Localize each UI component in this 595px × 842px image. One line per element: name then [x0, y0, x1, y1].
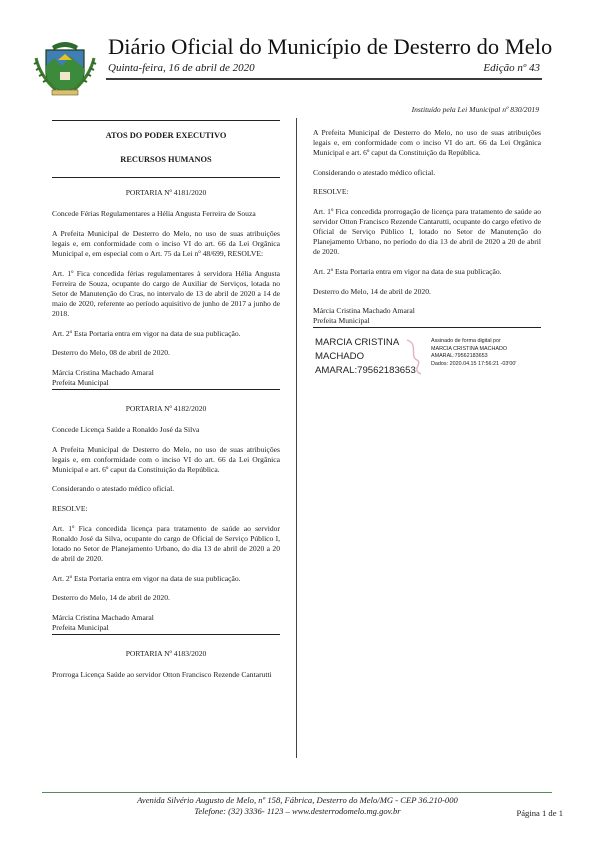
- publication-date: Quinta-feira, 16 de abril de 2020: [108, 62, 255, 74]
- portaria-4181-art2: Art. 2º Esta Portaria entra em vigor na data de sua publicação.: [52, 328, 241, 338]
- digital-signature-block: [313, 336, 541, 378]
- signer-role: Prefeita Municipal: [313, 316, 541, 328]
- portaria-4181-number: PORTARIA Nº 4181/2020: [125, 188, 207, 198]
- signature-stroke-icon: [399, 336, 433, 376]
- digital-signature-details: [431, 338, 571, 368]
- gazette-title: Diário Oficial do Município de Desterro do Melo: [108, 34, 553, 59]
- portaria-4182-art2: Art. 2º Esta Portaria entra em vigor na data de sua publicação.: [52, 573, 241, 583]
- portaria-4181-signature: [52, 368, 280, 390]
- portaria-4182-art1: Art. 1º Fica concedida licença para tratamento de saúde ao servidor Ronaldo José da Silva, ocupante do cargo de Oficial de Serviço Público I, lotado no Setor de Planejamento Urbano, do dia 13 de abril de 2020 a 20 de abril de 2020.: [52, 523, 280, 563]
- portaria-4183-preamble: A Prefeita Municipal de Desterro do Melo, no uso de suas atribuições legais e, em conformidade com o inciso VI do art. 66 da Lei Orgânica Municipal e art. 6º caput da Constituição da República.: [313, 128, 541, 158]
- signature-info-line: AMARAL:79562183653: [431, 353, 488, 360]
- signature-name-line: MACHADO: [315, 350, 365, 362]
- portaria-4181-art1: Art. 1º Fica concedida férias regulamentares à servidora Hélia Angusta Ferreira de Souza, ocupante do cargo de Auxiliar de Serviços, lotada no Setor de Manutenção do Cras, no intervalo de 13 de abril de 2020 a 14 de maio de 2020, referente ao período aquisitivo de junho de 2017 a junho de 2018.: [52, 268, 280, 319]
- signer-role: Prefeita Municipal: [52, 378, 280, 390]
- left-column: [52, 120, 280, 690]
- portaria-4183-place-date: Desterro do Melo, 14 de abril de 2020.: [313, 286, 431, 296]
- portaria-4182-summary: Concede Licença Saúde a Ronaldo José da Silva: [52, 425, 200, 435]
- section-rule: [52, 177, 280, 178]
- portaria-4183-considering: Considerando o atestado médico oficial.: [313, 167, 436, 177]
- portaria-4182-signature: [52, 613, 280, 635]
- portaria-4182-number: PORTARIA Nº 4182/2020: [125, 404, 207, 413]
- section-rule-top: [52, 120, 280, 121]
- column-divider: [296, 118, 297, 758]
- signature-info-line: Dados: 2020.04.15 17:56:21 -03'00': [431, 360, 517, 367]
- portaria-4183-summary: Prorroga Licença Saúde ao servidor Otton Francisco Rezende Cantarutti: [52, 670, 272, 679]
- municipal-coat-of-arms-icon: [32, 36, 98, 98]
- signature-info-line: Assinado de forma digital por: [431, 338, 501, 345]
- section-title: ATOS DO PODER EXECUTIVO: [105, 131, 227, 140]
- portaria-4183-signature: [313, 306, 541, 328]
- portaria-4181-preamble: A Prefeita Municipal de Desterro do Melo, no uso de suas atribuições legais e, em conformidade com o inciso VI do art. 66 da Lei Orgânica Municipal e, em especial com o Art. 75 da Lei nº 48/699, RESOLVE:: [52, 228, 280, 259]
- portaria-4181-summary: Concede Férias Regulamentares a Hélia Angusta Ferreira de Souza: [52, 209, 256, 219]
- portaria-4183-resolve: RESOLVE:: [313, 187, 349, 197]
- footer-address: Avenida Silvério Augusto de Melo, nº 158, Fábrica, Desterro do Melo/MG - CEP 36.210-000: [137, 795, 458, 805]
- portaria-4183-art2: Art. 2º Esta Portaria entra em vigor na data de sua publicação.: [313, 266, 502, 276]
- footer-contact: Telefone: (32) 3336- 1123 – www.desterrodomelo.mg.gov.br: [194, 806, 401, 816]
- signer-name: Márcia Cristina Machado Amaral: [52, 367, 154, 377]
- portaria-4182-preamble: A Prefeita Municipal de Desterro do Melo, no uso de suas atribuições legais e, em conformidade com o inciso VI do art. 66 da Lei Orgânica Municipal e art. 6º caput da Constituição da República.: [52, 444, 280, 474]
- page-number: Página 1 de 1: [516, 808, 563, 818]
- footer-divider: [42, 792, 552, 793]
- portaria-4183-art1: Art. 1º Fica concedida prorrogação de licença para tratamento de saúde ao servidor Otton Francisco Rezende Cantarutti, ocupante do cargo efetivo de Oficial de Serviço Público I, lotado no Setor de Manutenção do Planejamento Urbano, no período do dia 13 de abril de 2020 a 20 de abril de 2020.: [313, 206, 541, 257]
- header-divider: [106, 78, 542, 80]
- signer-name: Márcia Cristina Machado Amaral: [313, 306, 415, 316]
- portaria-4181-place-date: Desterro do Melo, 08 de abril de 2020.: [52, 348, 170, 358]
- subsection-title: RECURSOS HUMANOS: [120, 155, 212, 165]
- portaria-4182-considering: Considerando o atestado médico oficial.: [52, 484, 175, 494]
- institution-law-note: Instituído pela Lei Municipal nº 830/2019: [411, 105, 539, 114]
- signer-name: Márcia Cristina Machado Amaral: [52, 612, 154, 622]
- signature-name-line: MARCIA CRISTINA: [315, 337, 400, 349]
- edition-number: Edição nº 43: [483, 62, 540, 74]
- signature-name-line: AMARAL:79562183653: [315, 364, 416, 376]
- right-column: [313, 128, 541, 378]
- portaria-4182-resolve: RESOLVE:: [52, 504, 88, 514]
- portaria-4182-place-date: Desterro do Melo, 14 de abril de 2020.: [52, 593, 170, 603]
- portaria-4183-number: PORTARIA Nº 4183/2020: [125, 648, 207, 658]
- signer-role: Prefeita Municipal: [52, 623, 280, 635]
- signature-info-line: MARCIA CRISTINA MACHADO: [431, 345, 508, 352]
